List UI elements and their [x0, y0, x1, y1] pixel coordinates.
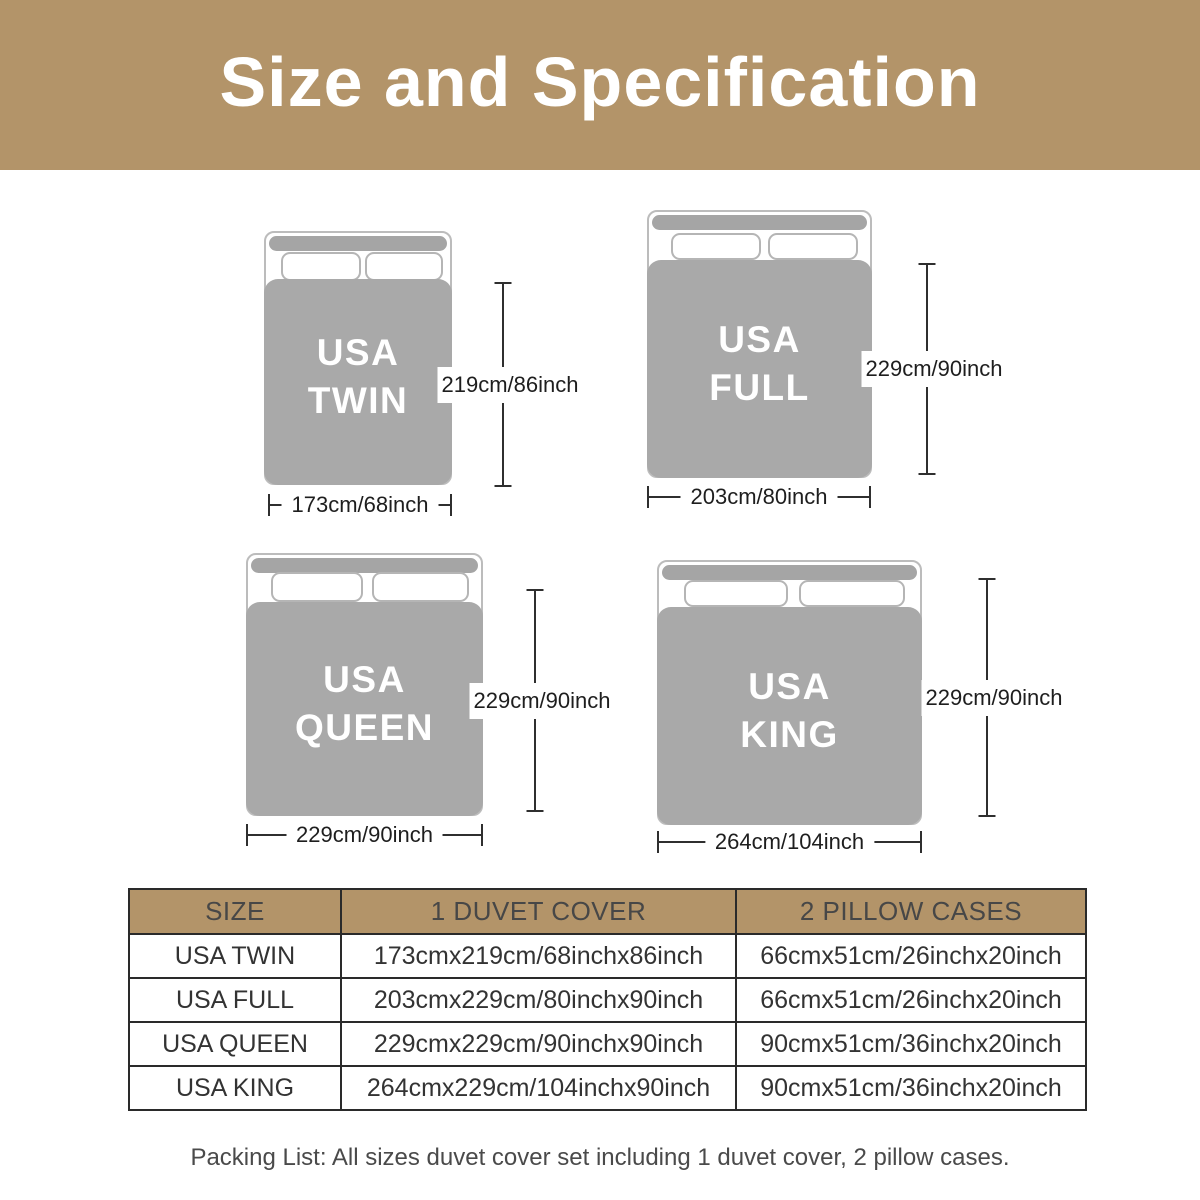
pillow-left — [281, 252, 361, 281]
table-header-pillow-cases: 2 PILLOW CASES — [736, 889, 1086, 934]
cell-size: USA KING — [129, 1066, 341, 1110]
cell-size: USA TWIN — [129, 934, 341, 978]
spec-table — [128, 888, 1087, 1111]
cell-duvet: 229cmx229cm/90inchx90inch — [341, 1022, 736, 1066]
pillow-right — [372, 572, 469, 602]
table-header-row — [129, 889, 1086, 934]
pillow-right — [768, 233, 858, 260]
height-dimension-king — [925, 578, 1063, 817]
bed-diagram-queen — [246, 553, 483, 816]
width-dimension-full — [647, 484, 871, 509]
headboard — [269, 236, 447, 251]
width-dimension-label: 173cm/68inch — [282, 492, 439, 518]
width-dimension-king — [657, 829, 922, 854]
duvet-label-line1: USA — [718, 318, 801, 360]
cell-pillow: 66cmx51cm/26inchx20inch — [736, 978, 1086, 1022]
duvet-label-line1: USA — [748, 665, 831, 707]
bed-diagram-full — [647, 210, 872, 478]
duvet-label-line2: KING — [740, 714, 839, 755]
duvet-label-line2: QUEEN — [294, 707, 435, 748]
cell-pillow: 66cmx51cm/26inchx20inch — [736, 934, 1086, 978]
dimension-cap — [481, 824, 483, 846]
width-dimension-label: 229cm/90inch — [286, 822, 443, 848]
dimension-cap — [246, 824, 248, 846]
dimension-cap — [979, 815, 996, 817]
dimension-cap — [495, 485, 512, 487]
height-dimension-label: 229cm/90inch — [470, 683, 615, 719]
cell-size: USA QUEEN — [129, 1022, 341, 1066]
width-dimension-label: 203cm/80inch — [681, 484, 838, 510]
headboard — [251, 558, 478, 573]
dimension-cap — [657, 831, 659, 853]
width-dimension-twin — [268, 492, 452, 517]
packing-list-note: Packing List: All sizes duvet cover set including 1 duvet cover, 2 pillow cases. — [190, 1144, 1010, 1171]
duvet-label-line1: USA — [316, 331, 400, 373]
pillow-left — [684, 580, 788, 607]
duvet-label-line2: TWIN — [307, 380, 409, 421]
cell-duvet: 173cmx219cm/68inchx86inch — [341, 934, 736, 978]
headboard — [662, 565, 917, 580]
cell-pillow: 90cmx51cm/36inchx20inch — [736, 1066, 1086, 1110]
dimension-cap — [527, 810, 544, 812]
dimension-cap — [979, 578, 996, 580]
duvet — [264, 279, 452, 485]
dimension-cap — [495, 282, 512, 284]
table-row-twin — [129, 934, 1086, 978]
duvet-size-label — [709, 316, 810, 422]
page-title: Size and Specification — [219, 43, 981, 121]
width-dimension-queen — [246, 822, 483, 847]
pillow-left — [671, 233, 761, 260]
pillow-right — [365, 252, 443, 281]
duvet-label-line1: USA — [323, 658, 406, 700]
table-row-king — [129, 1066, 1086, 1110]
duvet-size-label — [308, 329, 409, 435]
dimension-cap — [450, 494, 452, 516]
height-dimension-full — [865, 263, 1003, 475]
height-dimension-label: 219cm/86inch — [438, 367, 583, 403]
dimension-cap — [647, 486, 649, 508]
cell-duvet: 264cmx229cm/104inchx90inch — [341, 1066, 736, 1110]
banner — [0, 0, 1200, 170]
dimension-cap — [869, 486, 871, 508]
dimension-cap — [919, 473, 936, 475]
headboard — [652, 215, 867, 230]
height-dimension-label: 229cm/90inch — [922, 680, 1067, 716]
duvet-size-label — [740, 663, 839, 769]
table-header-size: SIZE — [129, 889, 341, 934]
dimension-cap — [527, 589, 544, 591]
duvet — [647, 260, 872, 478]
table-row-queen — [129, 1022, 1086, 1066]
cell-pillow: 90cmx51cm/36inchx20inch — [736, 1022, 1086, 1066]
height-dimension-label: 229cm/90inch — [862, 351, 1007, 387]
pillow-left — [271, 572, 363, 602]
dimension-cap — [268, 494, 270, 516]
table-header-duvet-cover: 1 DUVET COVER — [341, 889, 736, 934]
duvet-label-line2: FULL — [709, 367, 810, 408]
cell-duvet: 203cmx229cm/80inchx90inch — [341, 978, 736, 1022]
duvet — [657, 607, 922, 825]
bed-diagram-king — [657, 560, 922, 825]
duvet-size-label — [295, 656, 434, 762]
cell-size: USA FULL — [129, 978, 341, 1022]
width-dimension-label: 264cm/104inch — [705, 829, 874, 855]
height-dimension-twin — [441, 282, 579, 487]
table-row-full — [129, 978, 1086, 1022]
bed-diagram-twin — [264, 231, 452, 485]
height-dimension-queen — [473, 589, 611, 812]
dimension-cap — [920, 831, 922, 853]
dimension-cap — [919, 263, 936, 265]
duvet — [246, 602, 483, 816]
pillow-right — [799, 580, 905, 607]
